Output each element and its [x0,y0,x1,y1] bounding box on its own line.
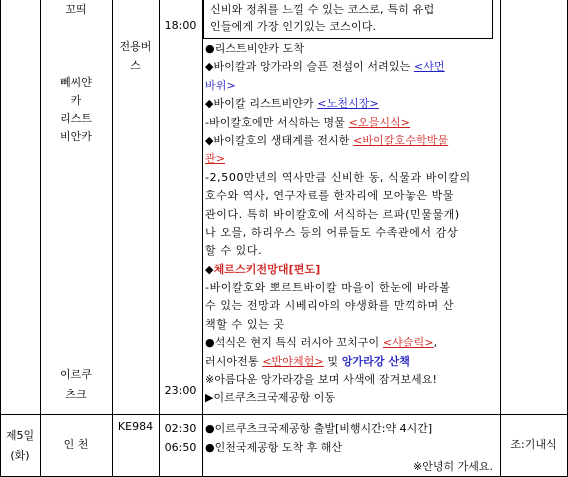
schedule-text: 러시아전통 [205,354,263,368]
schedule-line [205,334,495,352]
schedule-line: 호수와 역사, 연구자료를 한자리에 모아놓은 박물 [205,189,455,203]
schedule-line [205,58,495,76]
schedule-line: ●리스트비얀카 도착 [205,42,305,55]
shaman-rock-link-cont[interactable]: 바위> [205,78,236,92]
intro-box [203,0,493,39]
flight-number: KE984 [117,420,154,433]
farewell-note: ※안녕히 가세요. [413,460,493,473]
day5-schedule [205,419,497,476]
intro-line: 인들에게 가장 인기있는 코스이다. [210,20,377,33]
schedule-line [205,132,495,150]
baikal-museum-link-cont[interactable]: 관> [205,152,226,166]
schedule-text: , [433,336,438,350]
open-market-link[interactable]: <노천시장> [317,97,379,111]
time-late: 23:00 [164,384,197,397]
schedule-line [205,77,495,95]
grid-line [202,0,203,477]
place-kkoddeui: 꼬띄 [65,3,87,16]
shaman-rock-link[interactable]: <샤먼 [413,60,445,74]
row-divider [0,414,568,415]
grid-line [159,0,160,477]
transport-line: 스 [130,59,141,72]
time-arrive: 06:50 [164,441,197,454]
schedule-text: -바이칼호에만 서식하는 명물 [205,115,349,129]
angara-walk: 앙가라강 산책 [341,354,410,368]
schedule-line [205,353,495,371]
day5-city: 인 천 [63,438,89,451]
schedule-text: ◆바이칼 리스트비얀카 [205,97,318,111]
schedule-line: ※아름다운 앙가라강을 보며 사색에 잠겨보세요! [205,373,438,387]
place-line: 뻬씨얀 [60,76,92,89]
place-line: 카 [70,94,82,107]
schedule-details [205,40,495,408]
schedule-text: ◆바이칼과 앙가라의 슬픈 전설이 서려있는 [205,60,414,74]
grid-line [500,0,501,477]
place-line: 이르쿠 [60,368,92,381]
schedule-line: 관이다. 특히 바이칼호에 서식하는 르파(민물물개) [205,207,460,221]
schedule-line: 수 있는 전망과 시베리아의 야생화를 만끽하며 산 [205,299,455,313]
place-line: 츠크 [65,388,87,401]
day-weekday: (화) [10,449,30,462]
schedule-line [205,261,495,279]
baikal-museum-link[interactable]: <바이칼호수학박물 [353,133,449,147]
schedule-text: ●석식은 현지 특식 러시아 꼬치구이 [205,336,383,350]
schedule-line: -2,500만년의 역사만큼 신비한 동, 식물과 바이칼의 [205,170,471,184]
schedule-text: ◆바이칼호의 생태계를 전시한 [205,133,354,147]
schedule-line: -바이칼호와 뽀르트바이칼 마을이 한눈에 바라볼 [205,281,451,295]
time-arrival: 18:00 [164,19,197,32]
schedule-line [205,95,495,113]
schedule-text: 및 [323,354,342,368]
grid-line [0,0,1,477]
day5-times [159,419,202,457]
schedule-line: ●이르쿠츠크국제공항 출발[비행시간:약 4시간] [205,422,433,435]
grid-line [40,0,41,477]
meal-info: 조:기내식 [510,438,557,451]
time-depart: 02:30 [164,422,197,435]
schedule-line: ▶이르쿠츠크국제공항 이동 [205,391,336,405]
schedule-text: ◆ [205,262,214,276]
schedule-line [205,150,495,168]
day-number: 제5일 [5,429,35,442]
day-label [0,426,40,466]
place-irkutsk [40,365,112,405]
schedule-line: 나 오믈, 하리우스 등의 어류들도 수족관에서 감상 [205,225,459,239]
transport-line: 전용버 [119,40,152,53]
banya-link[interactable]: <반야체험> [262,354,324,368]
place-line: 비안카 [60,130,92,143]
schedule-line: 할 수 있다. [205,244,263,258]
intro-line: 신비와 정취를 느낄 수 있는 코스로, 특히 유럽 [210,3,435,16]
omul-tasting-link[interactable]: <오믈시식> [348,115,411,129]
shashlik-link[interactable]: <샤슬릭> [382,336,434,350]
place-baikal [40,74,112,146]
place-line: 리스트 [60,112,92,125]
cherskiy-viewpoint: 체르스키전망대[편도] [213,262,321,276]
transport-bus [112,37,159,75]
schedule-line: ●인천국제공항 도착 후 해산 [205,441,342,454]
schedule-line [205,114,495,132]
schedule-line: 책할 수 있는 곳 [205,317,285,331]
